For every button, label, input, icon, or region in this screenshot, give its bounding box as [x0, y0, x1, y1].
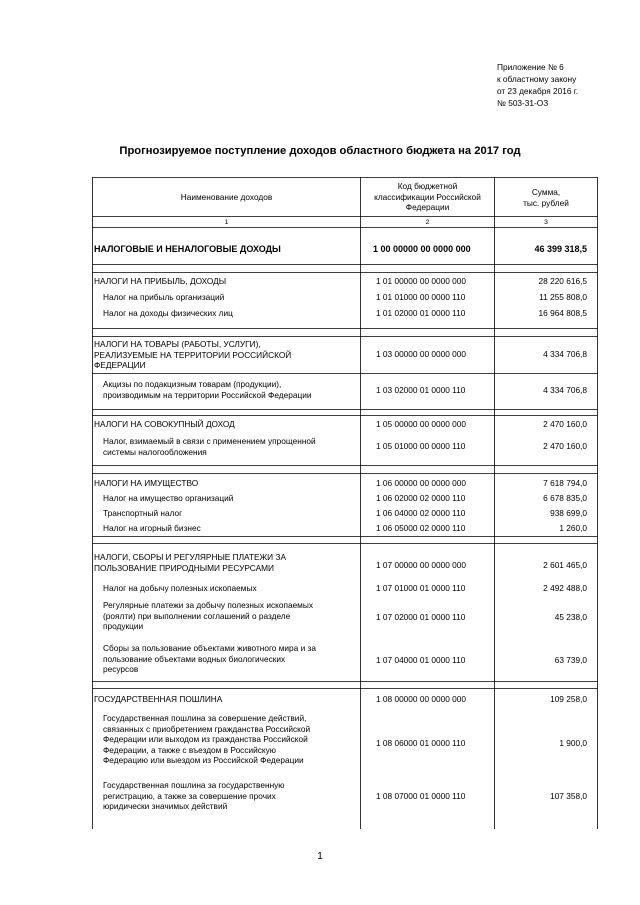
row-code: 1 06 02000 02 0000 110: [376, 493, 466, 503]
row-name: Налог на прибыль организаций: [103, 292, 225, 302]
row-name: Сборы за пользование объектами животного мира и за пользование объектами водных биологических ресурсов: [103, 643, 316, 674]
row-name: Регулярные платежи за добычу полезных ископаемых (роялти) при выполнении соглашений о разделе продукции: [103, 600, 314, 631]
row-code: 1 00 00000 00 0000 000: [373, 244, 471, 254]
row-name: НАЛОГИ НА СОВОКУПНЫЙ ДОХОД: [94, 419, 235, 429]
row-code: 1 06 05000 02 0000 110: [376, 523, 466, 533]
row-sum: 2 601 465,0: [543, 560, 587, 570]
row-sum: 63 739,0: [554, 655, 587, 665]
row-name: Налог, взимаемый в связи с применением упрощенной системы налогообложения: [103, 436, 316, 457]
row-code: 1 07 04000 01 0000 110: [376, 655, 466, 665]
row-code: 1 06 04000 02 0000 110: [376, 508, 466, 518]
column-number: 2: [425, 219, 430, 226]
row-sum: 6 678 835,0: [543, 493, 587, 503]
column-number: 1: [224, 219, 229, 226]
row-sum: 109 258,0: [550, 694, 587, 704]
column-header-name: Наименование доходов: [180, 192, 273, 202]
appendix-line: от 23 декабря 2016 г.: [497, 86, 579, 96]
row-name: НАЛОГИ НА ТОВАРЫ (РАБОТЫ, УСЛУГИ), РЕАЛИЗУЕМЫЕ НА ТЕРРИТОРИИ РОССИЙСКОЙ ФЕДЕРАЦИИ: [94, 339, 292, 370]
row-name: ГОСУДАРСТВЕННАЯ ПОШЛИНА: [94, 694, 223, 704]
row-sum: 45 238,0: [554, 612, 587, 622]
appendix-line: № 503-31-ОЗ: [497, 98, 549, 108]
row-sum: 16 964 808,5: [538, 308, 587, 318]
row-sum: 107 358,0: [550, 791, 587, 801]
row-sum: 11 255 808,0: [539, 292, 587, 302]
row-name: Налог на добычу полезных ископаемых: [103, 583, 257, 593]
row-name: НАЛОГИ НА ПРИБЫЛЬ, ДОХОДЫ: [94, 276, 227, 286]
row-name: НАЛОГИ НА ИМУЩЕСТВО: [94, 478, 199, 488]
column-header-code: Код бюджетной классификации Российской Федерации: [374, 181, 481, 212]
document-title: Прогнозируемое поступление доходов областного бюджета на 2017 год: [119, 145, 521, 157]
appendix-line: к областному закону: [497, 74, 577, 84]
row-code: 1 01 01000 00 0000 110: [376, 292, 466, 302]
row-name: Транспортный налог: [103, 508, 183, 518]
row-code: 1 06 00000 00 0000 000: [376, 478, 466, 488]
row-sum: 4 334 706,8: [543, 349, 587, 359]
row-code: 1 01 02000 01 0000 110: [376, 308, 466, 318]
row-sum: 2 470 160,0: [543, 419, 587, 429]
row-code: 1 03 02000 01 0000 110: [376, 385, 466, 395]
row-sum: 4 334 706,8: [543, 385, 587, 395]
row-name: Государственная пошлина за совершение действий, связанных с приобретением гражданства Российской Федерации или выходом из гражданства Российской Федерации, а также с въездом в Российскую Федерацию или выездом из Российской Федерации: [103, 713, 311, 765]
row-sum: 1 260,0: [559, 523, 587, 533]
row-sum: 28 220 616,5: [538, 276, 587, 286]
appendix-line: Приложение № 6: [497, 62, 564, 72]
row-name: НАЛОГИ, СБОРЫ И РЕГУЛЯРНЫЕ ПЛАТЕЖИ ЗА ПОЛЬЗОВАНИЕ ПРИРОДНЫМИ РЕСУРСАМИ: [94, 552, 286, 573]
column-header-sum: Сумма, тыс. рублей: [523, 187, 569, 208]
row-sum: 938 699,0: [550, 508, 587, 518]
row-sum: 46 399 318,5: [534, 244, 587, 254]
row-name: Налог на доходы физических лиц: [103, 308, 233, 318]
row-sum: 2 492 488,0: [543, 583, 587, 593]
row-code: 1 05 00000 00 0000 000: [376, 419, 466, 429]
page-number: 1: [317, 851, 323, 862]
row-name: Акцизы по подакцизным товарам (продукции), производимым на территории Российской Федерации: [103, 379, 312, 400]
row-sum: 1 900,0: [559, 738, 587, 748]
row-code: 1 01 00000 00 0000 000: [376, 276, 466, 286]
row-sum: 2 470 160,0: [543, 441, 587, 451]
row-name: НАЛОГОВЫЕ И НЕНАЛОГОВЫЕ ДОХОДЫ: [94, 244, 281, 254]
row-name: Налог на имущество организаций: [103, 493, 234, 503]
row-code: 1 03 00000 00 0000 000: [376, 349, 466, 359]
row-code: 1 08 07000 01 0000 110: [376, 791, 466, 801]
row-code: 1 07 00000 00 0000 000: [376, 560, 466, 570]
row-name: Налог на игорный бизнес: [103, 523, 201, 533]
row-code: 1 08 06000 01 0000 110: [376, 738, 466, 748]
row-code: 1 07 02000 01 0000 110: [376, 612, 466, 622]
row-name: Государственная пошлина за государственную регистрацию, а также за совершение прочих юридически значимых действий: [103, 780, 285, 811]
row-code: 1 05 01000 00 0000 110: [376, 441, 466, 451]
row-code: 1 08 00000 00 0000 000: [376, 694, 466, 704]
row-code: 1 07 01000 01 0000 110: [376, 583, 466, 593]
column-number: 3: [544, 219, 548, 226]
row-sum: 7 618 794,0: [543, 478, 587, 488]
